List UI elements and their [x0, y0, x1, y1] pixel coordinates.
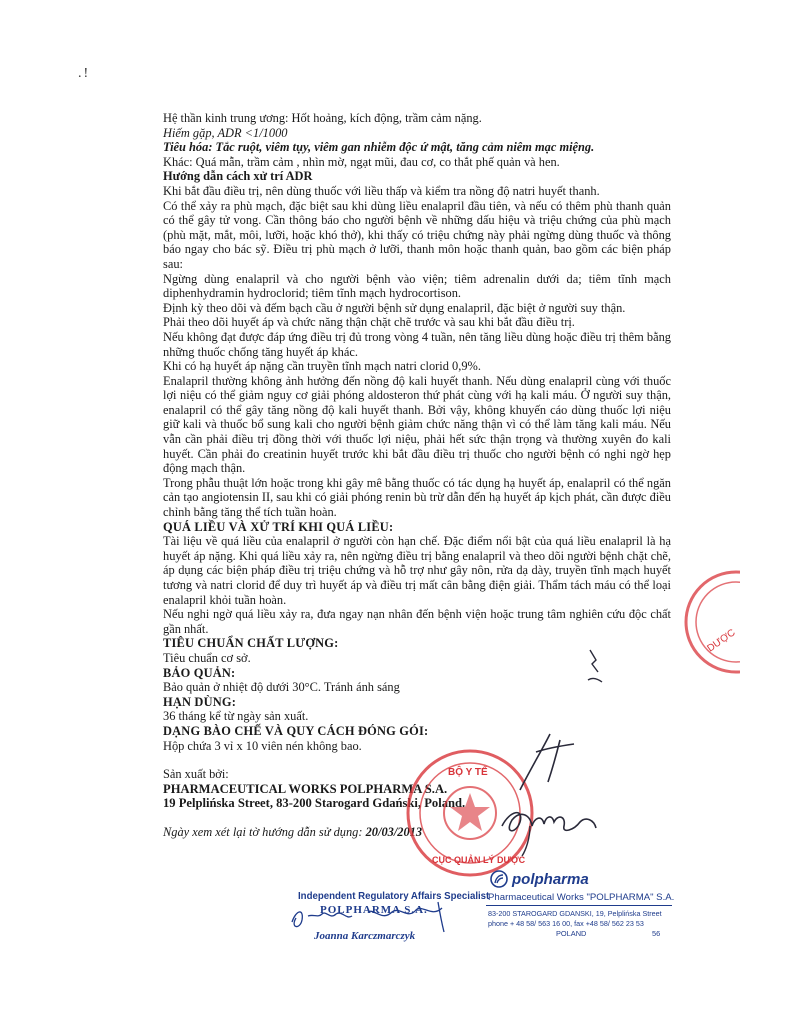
- stamp-code: 56: [652, 929, 661, 938]
- company-logo: [490, 870, 589, 888]
- para-angioedema: Có thể xảy ra phù mạch, đặc biệt sau khi dùng liều enalapril đầu tiên, và nếu có thêm phù thanh quản có thể gây tử vong. Cần thông báo cho người bệnh về những dấu hiệu và triệu chứng của phù mạch (phù mặt, mắt, môi, lưỡi, hoặc khó thở), khi thấy có triệu chứng này phải ngừng dùng thuốc và thông báo ngay cho bác sỹ. Điều trị phù mạch ở lưỡi, thanh môn hoặc thanh quản, bao gồm các biện pháp sau:: [163, 198, 671, 271]
- para-no-response: Nếu không đạt được đáp ứng điều trị đủ trong vòng 4 tuần, nên tăng liều dùng hoặc điều trị thêm bằng những thuốc chống tăng huyết áp khác.: [163, 329, 671, 359]
- company-country: POLAND: [556, 929, 587, 938]
- para-cns: Hệ thần kinh trung ương: Hốt hoảng, kích động, trầm cảm nặng.: [163, 111, 482, 125]
- signature-stamp: [282, 884, 490, 954]
- heading-shelf-life: HẠN DÙNG:: [163, 694, 237, 709]
- manufacturer-label: Sản xuất bởi:: [163, 767, 229, 782]
- manufacturer-address: 19 Pelplińska Street, 83-200 Starogard Gdański, Poland.: [163, 796, 466, 811]
- manufacturer-name: PHARMACEUTICAL WORKS POLPHARMA S.A.: [163, 781, 448, 796]
- para-rare: Hiếm gặp, ADR <1/1000: [163, 125, 288, 140]
- stamp-divider: [486, 905, 672, 906]
- para-wbc-monitor: Định kỳ theo dõi và đếm bạch cầu ở người bệnh sử dụng enalapril, đặc biệt ở người suy thận.: [163, 300, 626, 315]
- svg-text:BỘ Y TẾ: BỘ Y TẾ: [448, 767, 488, 778]
- signatory-role: Independent Regulatory Affairs Specialist: [298, 890, 490, 902]
- heading-packaging: DẠNG BÀO CHẾ VÀ QUY CÁCH ĐÓNG GÓI:: [163, 723, 429, 738]
- para-shelf-life: 36 tháng kể từ ngày sản xuất.: [163, 709, 309, 724]
- company-address: 83-200 STAROGARD GDANSKI, 19, Pelplińska Street: [488, 909, 662, 918]
- polpharma-logo-icon: [490, 870, 508, 888]
- heading-overdose: QUÁ LIỀU VÀ XỬ TRÍ KHI QUÁ LIỀU:: [163, 519, 394, 534]
- para-digestive: Tiêu hóa: Tắc ruột, viêm tụy, viêm gan nhiễm độc ứ mật, tăng cảm niêm mạc miệng.: [163, 140, 595, 155]
- company-phone: phone + 48 58/ 563 16 00, fax +48 58/ 562 23 53: [488, 919, 644, 928]
- para-potassium: Enalapril thường không ảnh hưởng đến nồng độ kali huyết thanh. Nếu dùng enalapril cùng với thuốc lợi niệu có thể giảm nguy cơ giải phóng aldosteron thứ phát cùng với hạ kali máu. Ở người suy thận, enalapril có thể gây tăng nồng độ kali huyết thanh. Bởi vậy, không khuyến cáo dùng thuốc lợi niệu giữ kali và thuốc bổ sung kali cho người bệnh giảm chức năng thận vì có thể làm tăng kali máu. Nếu vẫn cần phải điều trị đồng thời với thuốc lợi niệu, phải hết sức thận trọng và thường xuyên đo kali huyết. Cần phải đo creatinin huyết trước khi bắt đầu điều trị thuốc cho người bệnh có nghi ngờ hẹp động mạch thận.: [163, 373, 671, 476]
- para-packaging: Hộp chứa 3 vỉ x 10 viên nén không bao.: [163, 738, 362, 753]
- signatory-company: POLPHARMA S.A.: [320, 904, 428, 916]
- company-stamp: [486, 866, 676, 944]
- para-start-dose: Khi bắt đầu điều trị, nên dùng thuốc với liều thấp và kiểm tra nồng độ natri huyết thanh.: [163, 183, 600, 198]
- svg-text:CỤC QUẢN LÝ DƯỢC: CỤC QUẢN LÝ DƯỢC: [432, 855, 526, 865]
- heading-adr-handling: Hướng dẫn cách xử trí ADR: [163, 169, 313, 184]
- company-full-name: Pharmaceutical Works "POLPHARMA" S.A.: [488, 892, 675, 903]
- para-hypotension: Khi có hạ huyết áp nặng cần truyền tĩnh mạch natri clorid 0,9%.: [163, 359, 481, 374]
- review-date: 20/03/2013: [365, 824, 423, 839]
- para-surgery: Trong phẫu thuật lớn hoặc trong khi gây mê bằng thuốc có tác dụng hạ huyết áp, enalapril có thể ngăn cản tạo angiotensin II, sau khi có giải phóng renin bù trừ dẫn đến hạ huyết áp kịch phát, cần được điều chỉnh bằng tăng thể tích tuần hoàn.: [163, 475, 671, 520]
- para-storage: Bảo quản ở nhiệt độ dưới 30°C. Tránh ánh sáng: [163, 680, 400, 695]
- corner-mark: .!: [78, 66, 91, 81]
- para-other: Khác: Quá mẫn, trầm cảm , nhìn mờ, ngạt mũi, đau cơ, co thắt phế quản và hen.: [163, 154, 560, 169]
- brand-name: polpharma: [512, 870, 589, 888]
- para-overdose-hospital: Nếu nghi ngờ quá liều xảy ra, đưa ngay nạn nhân đến bệnh viện hoặc trung tâm nghiên cứu độc chất gần nhất.: [163, 607, 671, 636]
- review-label: Ngày xem xét lại tờ hướng dẫn sử dụng:: [163, 824, 363, 839]
- para-overdose: Tài liệu về quá liều của enalapril ở người còn hạn chế. Đặc điểm nổi bật của quá liều enalapril là hạ huyết áp nặng. Khi quá liều xảy ra, nên ngừng điều trị bằng enalapril và theo dõi người bệnh chặt chẽ, áp dụng các biện pháp điều trị triệu chứng và hỗ trợ như gây nôn, rửa dạ dày, truyền tĩnh mạch huyết tương và natri clorid để duy trì huyết áp và điều trị mất cân bằng điện giải. Thẩm tách máu có thể loại enalapril khỏi tuần hoàn.: [163, 534, 671, 607]
- heading-storage: BẢO QUẢN:: [163, 665, 236, 680]
- svg-text:DƯỢC: DƯỢC: [705, 627, 738, 655]
- partial-seal-image: [680, 560, 740, 680]
- handwritten-mark: [584, 646, 606, 686]
- handwritten-signature: [490, 730, 610, 860]
- para-bp-monitor: Phải theo dõi huyết áp và chức năng thận chặt chẽ trước và sau khi bắt đầu điều trị.: [163, 315, 575, 330]
- signatory-name: Joanna Karczmarczyk: [314, 930, 416, 942]
- heading-quality: TIÊU CHUẨN CHẤT LƯỢNG:: [163, 636, 339, 651]
- para-stop-treatment: Ngừng dùng enalapril và cho người bệnh vào viện; tiêm adrenalin dưới da; tiêm tĩnh mạch diphenhydramin hydroclorid; tiêm tĩnh mạch hydrocortison.: [163, 271, 671, 301]
- para-quality: Tiêu chuẩn cơ sở.: [163, 650, 251, 665]
